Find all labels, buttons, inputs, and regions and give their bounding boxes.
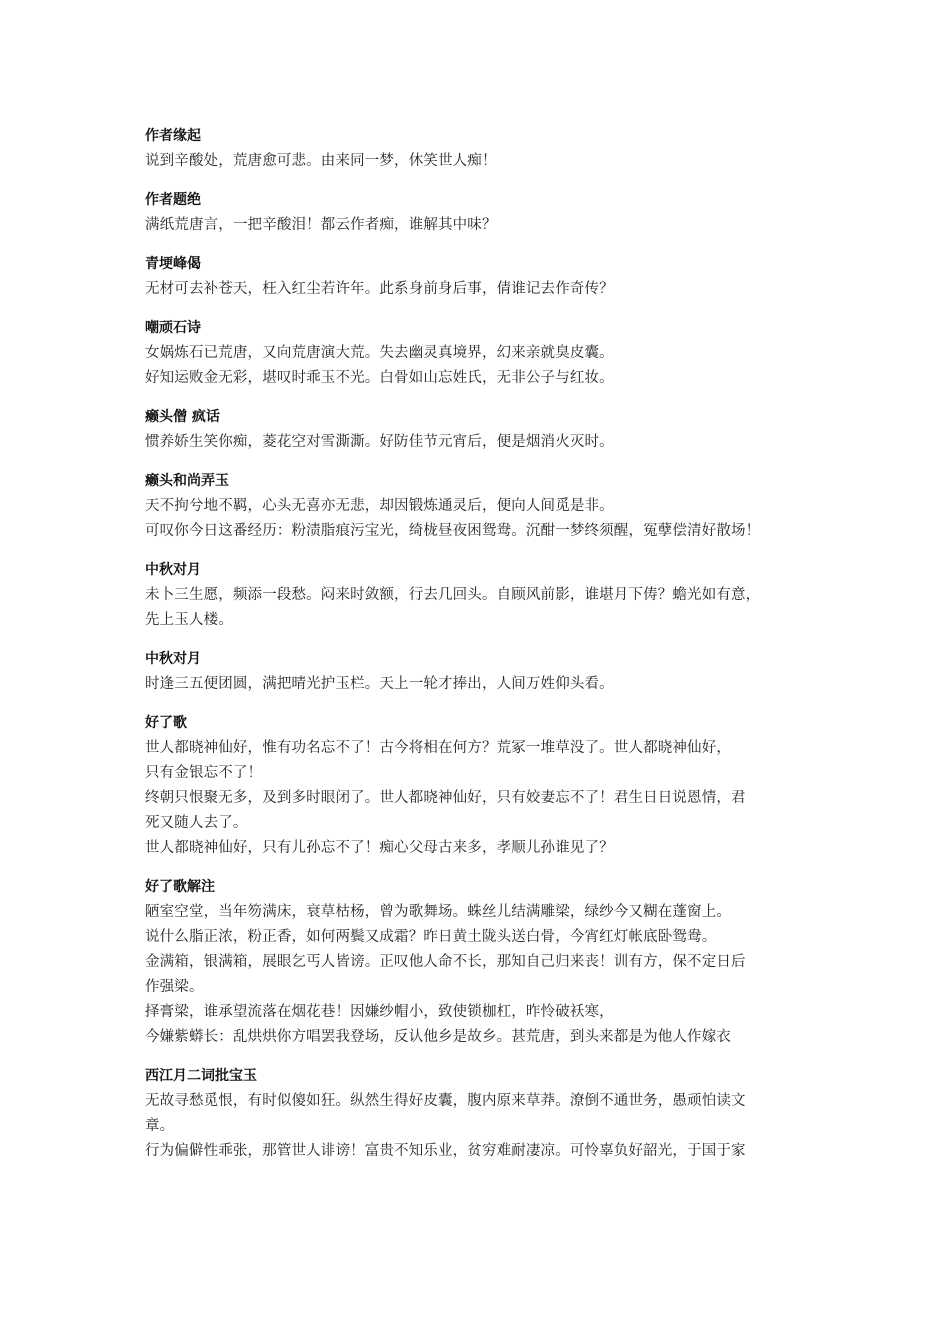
section-heading: 癞头僧 疯话 (145, 409, 220, 425)
poem-section (145, 126, 825, 174)
text-line: 可叹你今日这番经历：粉渍脂痕污宝光，绮栊昼夜困鸳鸯。沉酣一梦终须醒，冤孽偿清好散场！ (145, 523, 761, 539)
section-heading: 西江月二词批宝玉 (145, 1068, 257, 1084)
text-line: 只有金银忘不了！ (145, 765, 263, 781)
section-heading: 中秋对月 (145, 562, 201, 578)
poem-section (145, 318, 825, 391)
text-line: 女娲炼石已荒唐，又向荒唐演大荒。失去幽灵真境界，幻来亲就臭皮囊。 (145, 345, 614, 361)
section-heading: 作者缘起 (145, 128, 201, 144)
poem-section (145, 254, 825, 302)
section-heading: 好了歌解注 (145, 879, 215, 895)
text-line: 无故寻愁觅恨，有时似傻如狂。纵然生得好皮囊，腹内原来草莽。潦倒不通世务，愚顽怕读文 (145, 1093, 746, 1109)
text-line: 说到辛酸处，荒唐愈可悲。由来同一梦，休笑世人痴！ (145, 153, 497, 169)
text-line: 今嫌紫蟒长：乱烘烘你方唱罢我登场，反认他乡是故乡。甚荒唐，到头来都是为他人作嫁衣 (145, 1029, 731, 1045)
section-heading: 中秋对月 (145, 651, 201, 667)
poem-section (145, 407, 825, 455)
text-line: 无材可去补苍天，枉入红尘若许年。此系身前身后事，倩谁记去作奇传？ (145, 281, 614, 297)
document-page (145, 126, 825, 1180)
text-line: 终朝只恨聚无多，及到多时眼闭了。世人都晓神仙好，只有姣妻忘不了！君生日日说恩情，君 (145, 790, 746, 806)
text-line: 好知运败金无彩，堪叹时乖玉不光。白骨如山忘姓氏，无非公子与红妆。 (145, 370, 614, 386)
text-line: 择膏梁，谁承望流落在烟花巷！因嫌纱帽小，致使锁枷杠，昨怜破袄寒， (145, 1004, 614, 1020)
section-heading: 癞头和尚弄玉 (145, 473, 229, 489)
poem-section (145, 649, 825, 697)
text-line: 时逢三五便团圆，满把晴光护玉栏。天上一轮才捧出，人间万姓仰头看。 (145, 676, 614, 692)
section-heading: 作者题绝 (145, 192, 201, 208)
text-line: 说什么脂正浓，粉正香，如何两鬓又成霜？昨日黄土陇头送白骨，今宵红灯帐底卧鸳鸯。 (145, 929, 717, 945)
section-heading: 好了歌 (145, 715, 187, 731)
poem-section (145, 471, 825, 544)
poem-section (145, 560, 825, 633)
text-line: 未卜三生愿，频添一段愁。闷来时敛额，行去几回头。自顾风前影，谁堪月下俦？蟾光如有意， (145, 587, 761, 603)
text-line: 惯养娇生笑你痴，菱花空对雪澌澌。好防佳节元宵后，便是烟消火灭时。 (145, 434, 614, 450)
poem-section (145, 190, 825, 238)
text-line: 世人都晓神仙好，只有儿孙忘不了！痴心父母古来多，孝顺儿孙谁见了？ (145, 840, 614, 856)
text-line: 作强梁。 (145, 979, 204, 995)
text-line: 先上玉人楼。 (145, 612, 233, 628)
text-line: 满纸荒唐言，一把辛酸泪！都云作者痴，谁解其中味？ (145, 217, 497, 233)
section-heading: 嘲顽石诗 (145, 320, 201, 336)
text-line: 天不拘兮地不羁，心头无喜亦无悲，却因锻炼通灵后，便向人间觅是非。 (145, 498, 614, 514)
text-line: 陋室空堂，当年笏满床，衰草枯杨，曾为歌舞场。蛛丝儿结满雕梁，绿纱今又糊在蓬窗上。 (145, 904, 731, 920)
text-line: 行为偏僻性乖张，那管世人诽谤！富贵不知乐业，贫穷难耐凄凉。可怜辜负好韶光，于国于家 (145, 1143, 746, 1159)
poem-section (145, 713, 825, 861)
poem-section (145, 1066, 825, 1164)
text-line: 金满箱，银满箱，展眼乞丐人皆谤。正叹他人命不长，那知自己归来丧！训有方，保不定日后 (145, 954, 746, 970)
text-line: 章。 (145, 1118, 175, 1134)
text-line: 死又随人去了。 (145, 815, 248, 831)
poem-section (145, 877, 825, 1050)
section-heading: 青埂峰偈 (145, 256, 201, 272)
text-line: 世人都晓神仙好，惟有功名忘不了！古今将相在何方？荒冢一堆草没了。世人都晓神仙好， (145, 740, 731, 756)
